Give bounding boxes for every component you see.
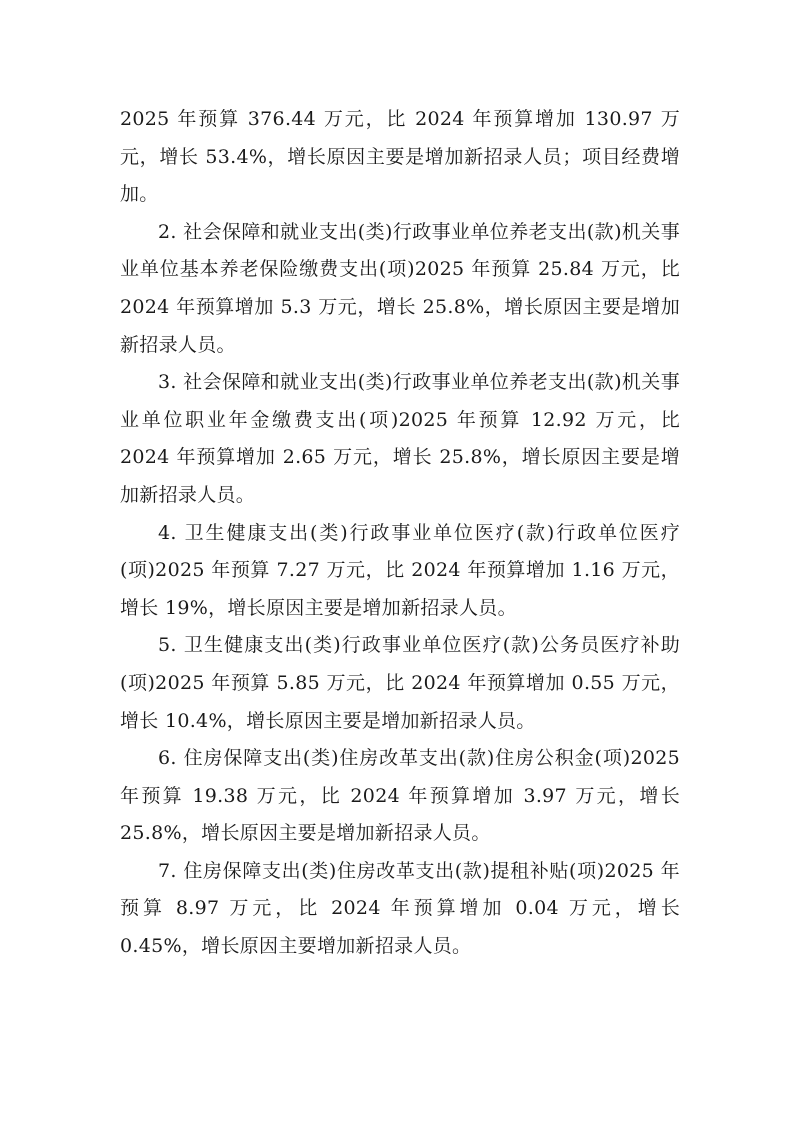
paragraph-item-6: 6. 住房保障支出(类)住房改革支出(款)住房公积金(项)2025 年预算 19.38 万元，比 2024 年预算增加 3.97 万元，增长 25.8%，增长原因主要是增加新招录人员。 (120, 747, 680, 845)
document-page (120, 101, 680, 966)
paragraph-item-5: 5. 卫生健康支出(类)行政事业单位医疗(款)公务员医疗补助(项)2025 年预算 5.85 万元，比 2024 年预算增加 0.55 万元，增长 10.4%，增长原因主要是增加新招录人员。 (120, 634, 680, 732)
paragraph-item-3: 3. 社会保障和就业支出(类)行政事业单位养老支出(款)机关事业单位职业年金缴费支出(项)2025 年预算 12.92 万元，比 2024 年预算增加 2.65 万元，增长 25.8%，增长原因主要是增加新招录人员。 (120, 371, 680, 506)
paragraph-continuation: 2025 年预算 376.44 万元，比 2024 年预算增加 130.97 万元，增长 53.4%，增长原因主要是增加新招录人员；项目经费增加。 (120, 108, 680, 206)
paragraph-item-7: 7. 住房保障支出(类)住房改革支出(款)提租补贴(项)2025 年预算 8.97 万元，比 2024 年预算增加 0.04 万元，增长 0.45%，增长原因主要增加新招录人员。 (120, 859, 680, 958)
paragraph-item-2: 2. 社会保障和就业支出(类)行政事业单位养老支出(款)机关事业单位基本养老保险缴费支出(项)2025 年预算 25.84 万元，比 2024 年预算增加 5.3 万元，增长 25.8%，增长原因主要是增加新招录人员。 (120, 220, 680, 356)
paragraph-item-4: 4. 卫生健康支出(类)行政事业单位医疗(款)行政单位医疗(项)2025 年预算 7.27 万元，比 2024 年预算增加 1.16 万元，增长 19%，增长原因主要是增加新招录人员。 (120, 521, 680, 619)
